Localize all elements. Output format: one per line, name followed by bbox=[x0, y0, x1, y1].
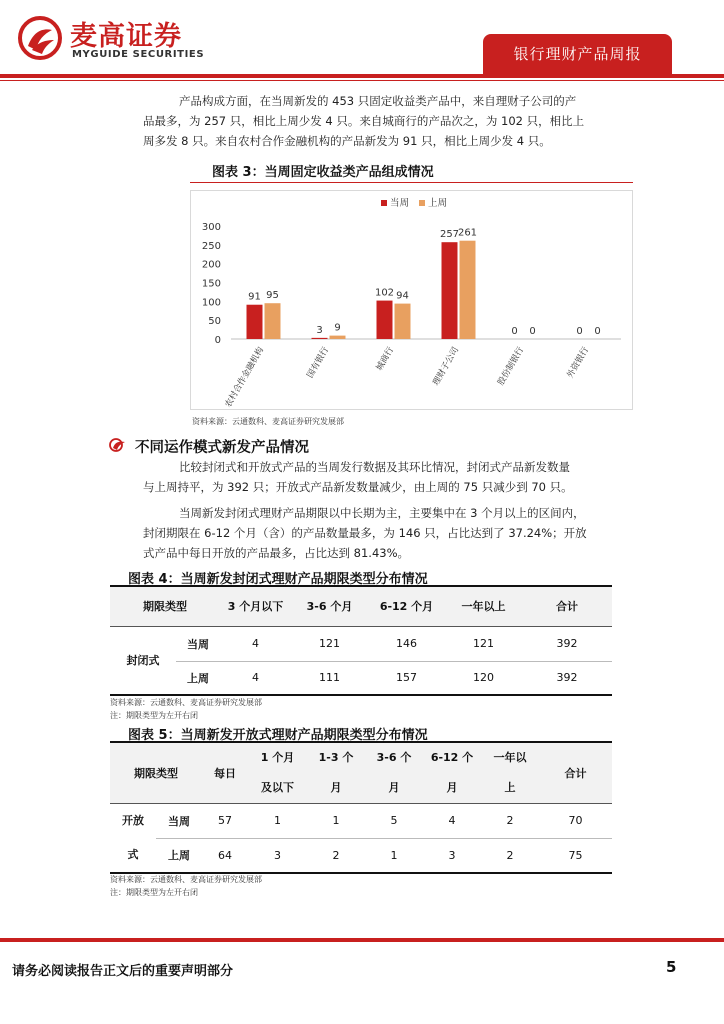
category-label: 城商行 bbox=[374, 345, 397, 373]
table-header-cell: 合计 bbox=[564, 767, 587, 780]
table-cell: 5 bbox=[365, 804, 423, 839]
data-label: 0 bbox=[594, 326, 601, 337]
data-label: 0 bbox=[511, 326, 518, 337]
table-cell: 2 bbox=[506, 848, 514, 862]
table-header-cell bbox=[423, 742, 481, 804]
table-row bbox=[110, 661, 612, 695]
footer-disclaimer: 请务必阅读报告正文后的重要声明部分 bbox=[12, 964, 234, 979]
header-line: 一年以 bbox=[493, 751, 527, 764]
brand-name-en: MYGUIDE SECURITIES bbox=[72, 49, 205, 60]
table-cell: 75 bbox=[568, 848, 583, 862]
header-line: 3-6 个 bbox=[376, 751, 412, 764]
table-cell: 64 bbox=[218, 848, 232, 862]
y-tick-label: 0 bbox=[214, 335, 221, 346]
table-header-cell: 期限类型 bbox=[134, 767, 178, 780]
figure3-chart bbox=[190, 190, 633, 410]
category-label: 理财子公司 bbox=[431, 345, 462, 388]
figure3-title: 图表 3：当周固定收益类产品组成情况 bbox=[212, 165, 434, 180]
bar bbox=[442, 242, 458, 339]
y-tick-label: 100 bbox=[201, 297, 221, 309]
figure4-title: 图表 4：当周新发封闭式理财产品期限类型分布情况 bbox=[128, 572, 428, 587]
figure5-source: 资料来源：云通数科、麦高证券研究发展部 bbox=[110, 875, 262, 884]
section-title: 不同运作模式新发产品情况 bbox=[135, 440, 309, 456]
section-paragraph-1 bbox=[143, 457, 615, 497]
data-label: 102 bbox=[374, 287, 395, 299]
bar bbox=[247, 305, 263, 339]
bar bbox=[460, 241, 476, 339]
row-group-label bbox=[110, 804, 156, 874]
data-label: 0 bbox=[576, 326, 583, 337]
data-label: 3 bbox=[316, 324, 323, 336]
section-paragraph-2 bbox=[143, 503, 615, 563]
bar bbox=[377, 301, 393, 339]
category-label: 国有银行 bbox=[305, 345, 332, 380]
bar bbox=[330, 336, 346, 339]
table-header-cell: 每日 bbox=[214, 767, 236, 780]
table-cell: 2 bbox=[481, 804, 539, 839]
table-cell: 4 bbox=[220, 626, 291, 661]
y-tick-label: 50 bbox=[208, 316, 221, 328]
company-logo-icon bbox=[18, 16, 62, 60]
table-cell: 1 bbox=[307, 804, 365, 839]
table-row bbox=[110, 626, 612, 661]
header-line: 月 bbox=[446, 781, 458, 794]
paragraph-line: 周多发 8 只。来自农村合作金融机构的产品新发为 91 只，相比上周少发 4 只。 bbox=[143, 134, 551, 148]
table-header-cell bbox=[248, 742, 307, 804]
footer-divider bbox=[0, 938, 724, 942]
table-cell: 1 bbox=[390, 848, 398, 862]
paragraph-line: 式产品中每日开放的产品最多，占比达到 81.43%。 bbox=[143, 546, 410, 560]
table-cell: 157 bbox=[396, 671, 417, 685]
group-label-line: 式 bbox=[127, 848, 139, 861]
table-cell: 4 bbox=[423, 804, 481, 839]
data-label: 257 bbox=[439, 229, 460, 241]
table-header-row bbox=[110, 586, 612, 626]
paragraph-line: 品最多，为 257 只，相比上周少发 4 只。来自城商行的产品次之，为 102 只，相比上 bbox=[143, 114, 585, 128]
table-cell: 392 bbox=[522, 626, 612, 661]
figure5-note: 注：期限类型为左开右闭 bbox=[110, 888, 198, 897]
table-header-cell: 期限类型 bbox=[143, 600, 187, 614]
header-line: 月 bbox=[388, 781, 400, 794]
figure4-table bbox=[110, 585, 612, 696]
row-label: 上周 bbox=[187, 671, 209, 685]
data-label: 9 bbox=[334, 322, 341, 334]
table-cell: 57 bbox=[202, 804, 248, 839]
bar-chart bbox=[191, 191, 632, 409]
paragraph-line: 当周新发封闭式理财产品期限以中长期为主，主要集中在 3 个月以上的区间内， bbox=[179, 506, 585, 520]
table-header-cell bbox=[307, 742, 365, 804]
table-row bbox=[110, 838, 612, 873]
y-tick-label: 150 bbox=[201, 278, 221, 290]
header-line: 1-3 个 bbox=[318, 751, 354, 764]
report-type-tag: 银行理财产品周报 bbox=[483, 34, 672, 74]
table-cell: 392 bbox=[556, 671, 578, 685]
row-label: 当周 bbox=[176, 626, 220, 661]
table-cell: 3 bbox=[274, 848, 281, 862]
data-label: 261 bbox=[457, 227, 478, 239]
group-label-line: 开放 bbox=[122, 814, 144, 827]
table-header-cell: 3-6 个月 bbox=[306, 600, 353, 614]
header-divider-thin bbox=[0, 80, 724, 81]
table-header-cell: 合计 bbox=[556, 600, 578, 614]
paragraph-line: 封闭期限在 6-12 个月（含）的产品数量最多，为 146 只，占比达到了 37.24%；开放 bbox=[143, 526, 587, 540]
table-cell: 4 bbox=[252, 671, 259, 685]
category-label: 外资银行 bbox=[565, 345, 592, 380]
legend-label: 上周 bbox=[428, 198, 448, 209]
row-group-label: 封闭式 bbox=[110, 626, 176, 695]
data-label: 94 bbox=[396, 290, 409, 302]
table-header-cell: 3 个月以下 bbox=[227, 600, 284, 614]
legend-label: 当周 bbox=[390, 198, 410, 209]
table-cell: 111 bbox=[319, 671, 340, 685]
category-label: 股份制银行 bbox=[496, 345, 527, 388]
figure5-title: 图表 5：当周新发开放式理财产品期限类型分布情况 bbox=[128, 728, 428, 743]
y-tick-label: 250 bbox=[201, 240, 221, 252]
table-cell: 70 bbox=[539, 804, 612, 839]
table-header-cell: 6-12 个月 bbox=[379, 600, 434, 614]
header-line: 上 bbox=[504, 781, 516, 794]
figure5-table bbox=[110, 741, 612, 874]
header-divider bbox=[0, 74, 724, 78]
table-header-row bbox=[110, 742, 612, 804]
figure3-title-rule bbox=[190, 182, 633, 183]
row-label: 当周 bbox=[156, 804, 202, 839]
bar bbox=[395, 304, 411, 339]
paragraph-line: 产品构成方面，在当周新发的 453 只固定收益类产品中，来自理财子公司的产 bbox=[179, 94, 577, 108]
intro-paragraph bbox=[143, 91, 615, 151]
header-line: 及以下 bbox=[261, 781, 294, 794]
data-label: 95 bbox=[266, 290, 279, 302]
table-cell: 3 bbox=[448, 848, 456, 862]
table-header-cell: 一年以上 bbox=[461, 600, 506, 614]
page-number: 5 bbox=[666, 958, 677, 976]
y-tick-label: 200 bbox=[201, 259, 221, 271]
data-label: 0 bbox=[529, 326, 536, 337]
paragraph-line: 比较封闭式和开放式产品的当周发行数据及其环比情况，封闭式产品新发数量 bbox=[179, 460, 570, 474]
header-line: 月 bbox=[330, 781, 342, 794]
row-label: 上周 bbox=[168, 849, 190, 863]
figure4-source: 资料来源：云通数科、麦高证券研究发展部 bbox=[110, 698, 262, 707]
figure4-note: 注：期限类型为左开右闭 bbox=[110, 711, 198, 720]
y-tick-label: 300 bbox=[201, 222, 221, 233]
table-row bbox=[110, 804, 612, 839]
header-line: 1 个月 bbox=[260, 751, 295, 764]
table-cell: 121 bbox=[445, 626, 522, 661]
category-label: 农村合作金融机构 bbox=[223, 345, 267, 409]
table-cell: 120 bbox=[473, 671, 494, 685]
table-header-cell bbox=[365, 742, 423, 804]
figure3-source: 资料来源：云通数科、麦高证券研究发展部 bbox=[192, 417, 344, 426]
legend-swatch bbox=[381, 200, 387, 206]
legend-swatch bbox=[419, 200, 425, 206]
bar bbox=[265, 303, 281, 339]
table-cell: 121 bbox=[291, 626, 368, 661]
table-cell: 2 bbox=[332, 848, 340, 862]
section-bullet-icon bbox=[109, 438, 127, 452]
table-header-cell bbox=[481, 742, 539, 804]
table-cell: 1 bbox=[248, 804, 307, 839]
brand-name-cn: 麦高证券 bbox=[70, 21, 182, 52]
table-cell: 146 bbox=[368, 626, 445, 661]
paragraph-line: 与上周持平，为 392 只；开放式产品新发数量减少，由上周的 75 只减少到 70 只。 bbox=[143, 480, 573, 494]
data-label: 91 bbox=[248, 291, 261, 303]
header-line: 6-12 个 bbox=[430, 751, 474, 764]
bar bbox=[312, 338, 328, 339]
